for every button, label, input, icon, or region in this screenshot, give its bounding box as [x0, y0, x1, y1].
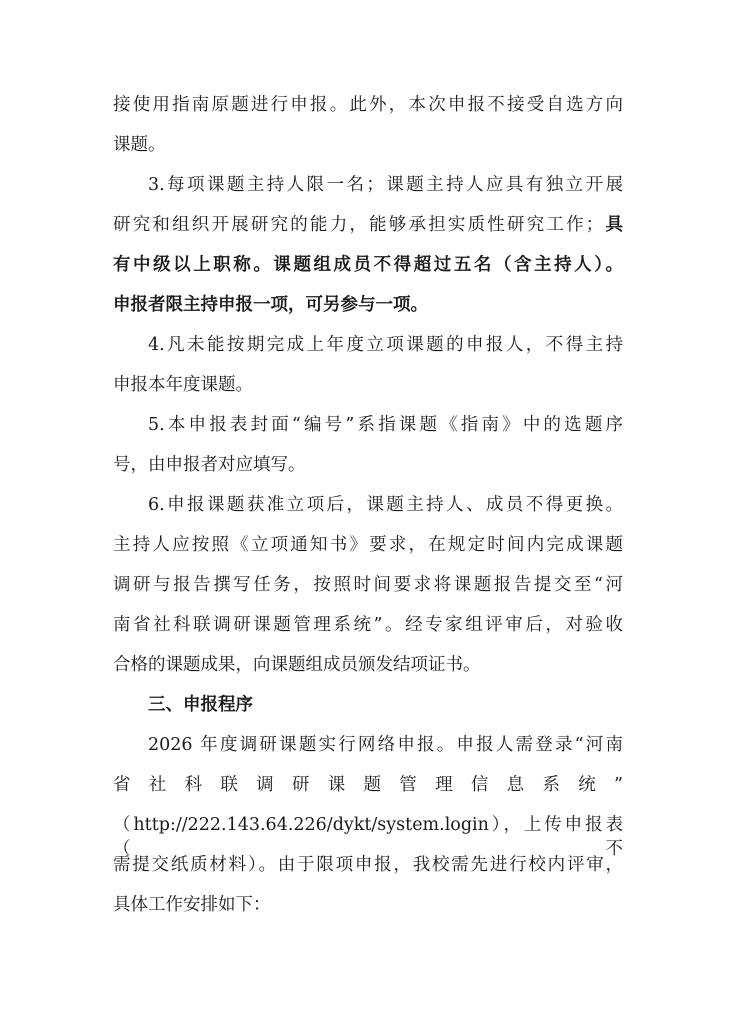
paragraph-line: 南省社科联调研课题管理系统”。经专家组评审后，对验收 [113, 615, 623, 635]
bold-text: 具 [603, 215, 624, 235]
paragraph-line: 合格的课题成果，向课题组成员颁发结项证书。 [113, 655, 481, 675]
paragraph-line: 6.申报课题获准立项后，课题主持人、成员不得更换。 [148, 495, 623, 515]
bold-paragraph-line: 有中级以上职称。课题组成员不得超过五名（含主持人）。 [113, 255, 623, 275]
paragraph-line: 2026 年度调研课题实行网络申报。申报人需登录“河南 [148, 735, 623, 755]
paragraph-line: 具体工作安排如下： [113, 895, 271, 915]
section-heading: 三、申报程序 [148, 695, 253, 715]
paragraph-line: 主持人应按照《立项通知书》要求，在规定时间内完成课题 [113, 535, 623, 555]
url-line: （http://222.143.64.226/dykt/system.login），上传申报表（不 [113, 815, 623, 859]
paragraph-line: 号，由申报者对应填写。 [113, 455, 306, 475]
bold-paragraph-line: 申报者限主持申报一项，可另参与一项。 [113, 295, 428, 315]
paragraph-line: 5.本申报表封面“编号”系指课题《指南》中的选题序 [148, 415, 623, 435]
paragraph-line: 申报本年度课题。 [113, 375, 253, 395]
paragraph-line: 需提交纸质材料）。由于限项申报，我校需先进行校内评审， [113, 855, 623, 875]
paragraph-line: 课题。 [113, 135, 166, 155]
paragraph-text: 研究和组织开展研究的能力，能够承担实质性研究工作； [113, 215, 604, 235]
paragraph-line: 3.每项课题主持人限一名；课题主持人应具有独立开展 [148, 175, 623, 195]
paragraph-line: 调研与报告撰写任务，按照时间要求将课题报告提交至“河 [113, 575, 623, 595]
paragraph-line [113, 213, 623, 237]
paragraph-line: 4.凡未能按期完成上年度立项课题的申报人，不得主持 [148, 335, 623, 355]
paragraph-line: 省社科联调研课题管理信息系统” [113, 775, 623, 795]
paragraph-line: 接使用指南原题进行申报。此外，本次申报不接受自选方向 [113, 95, 623, 115]
